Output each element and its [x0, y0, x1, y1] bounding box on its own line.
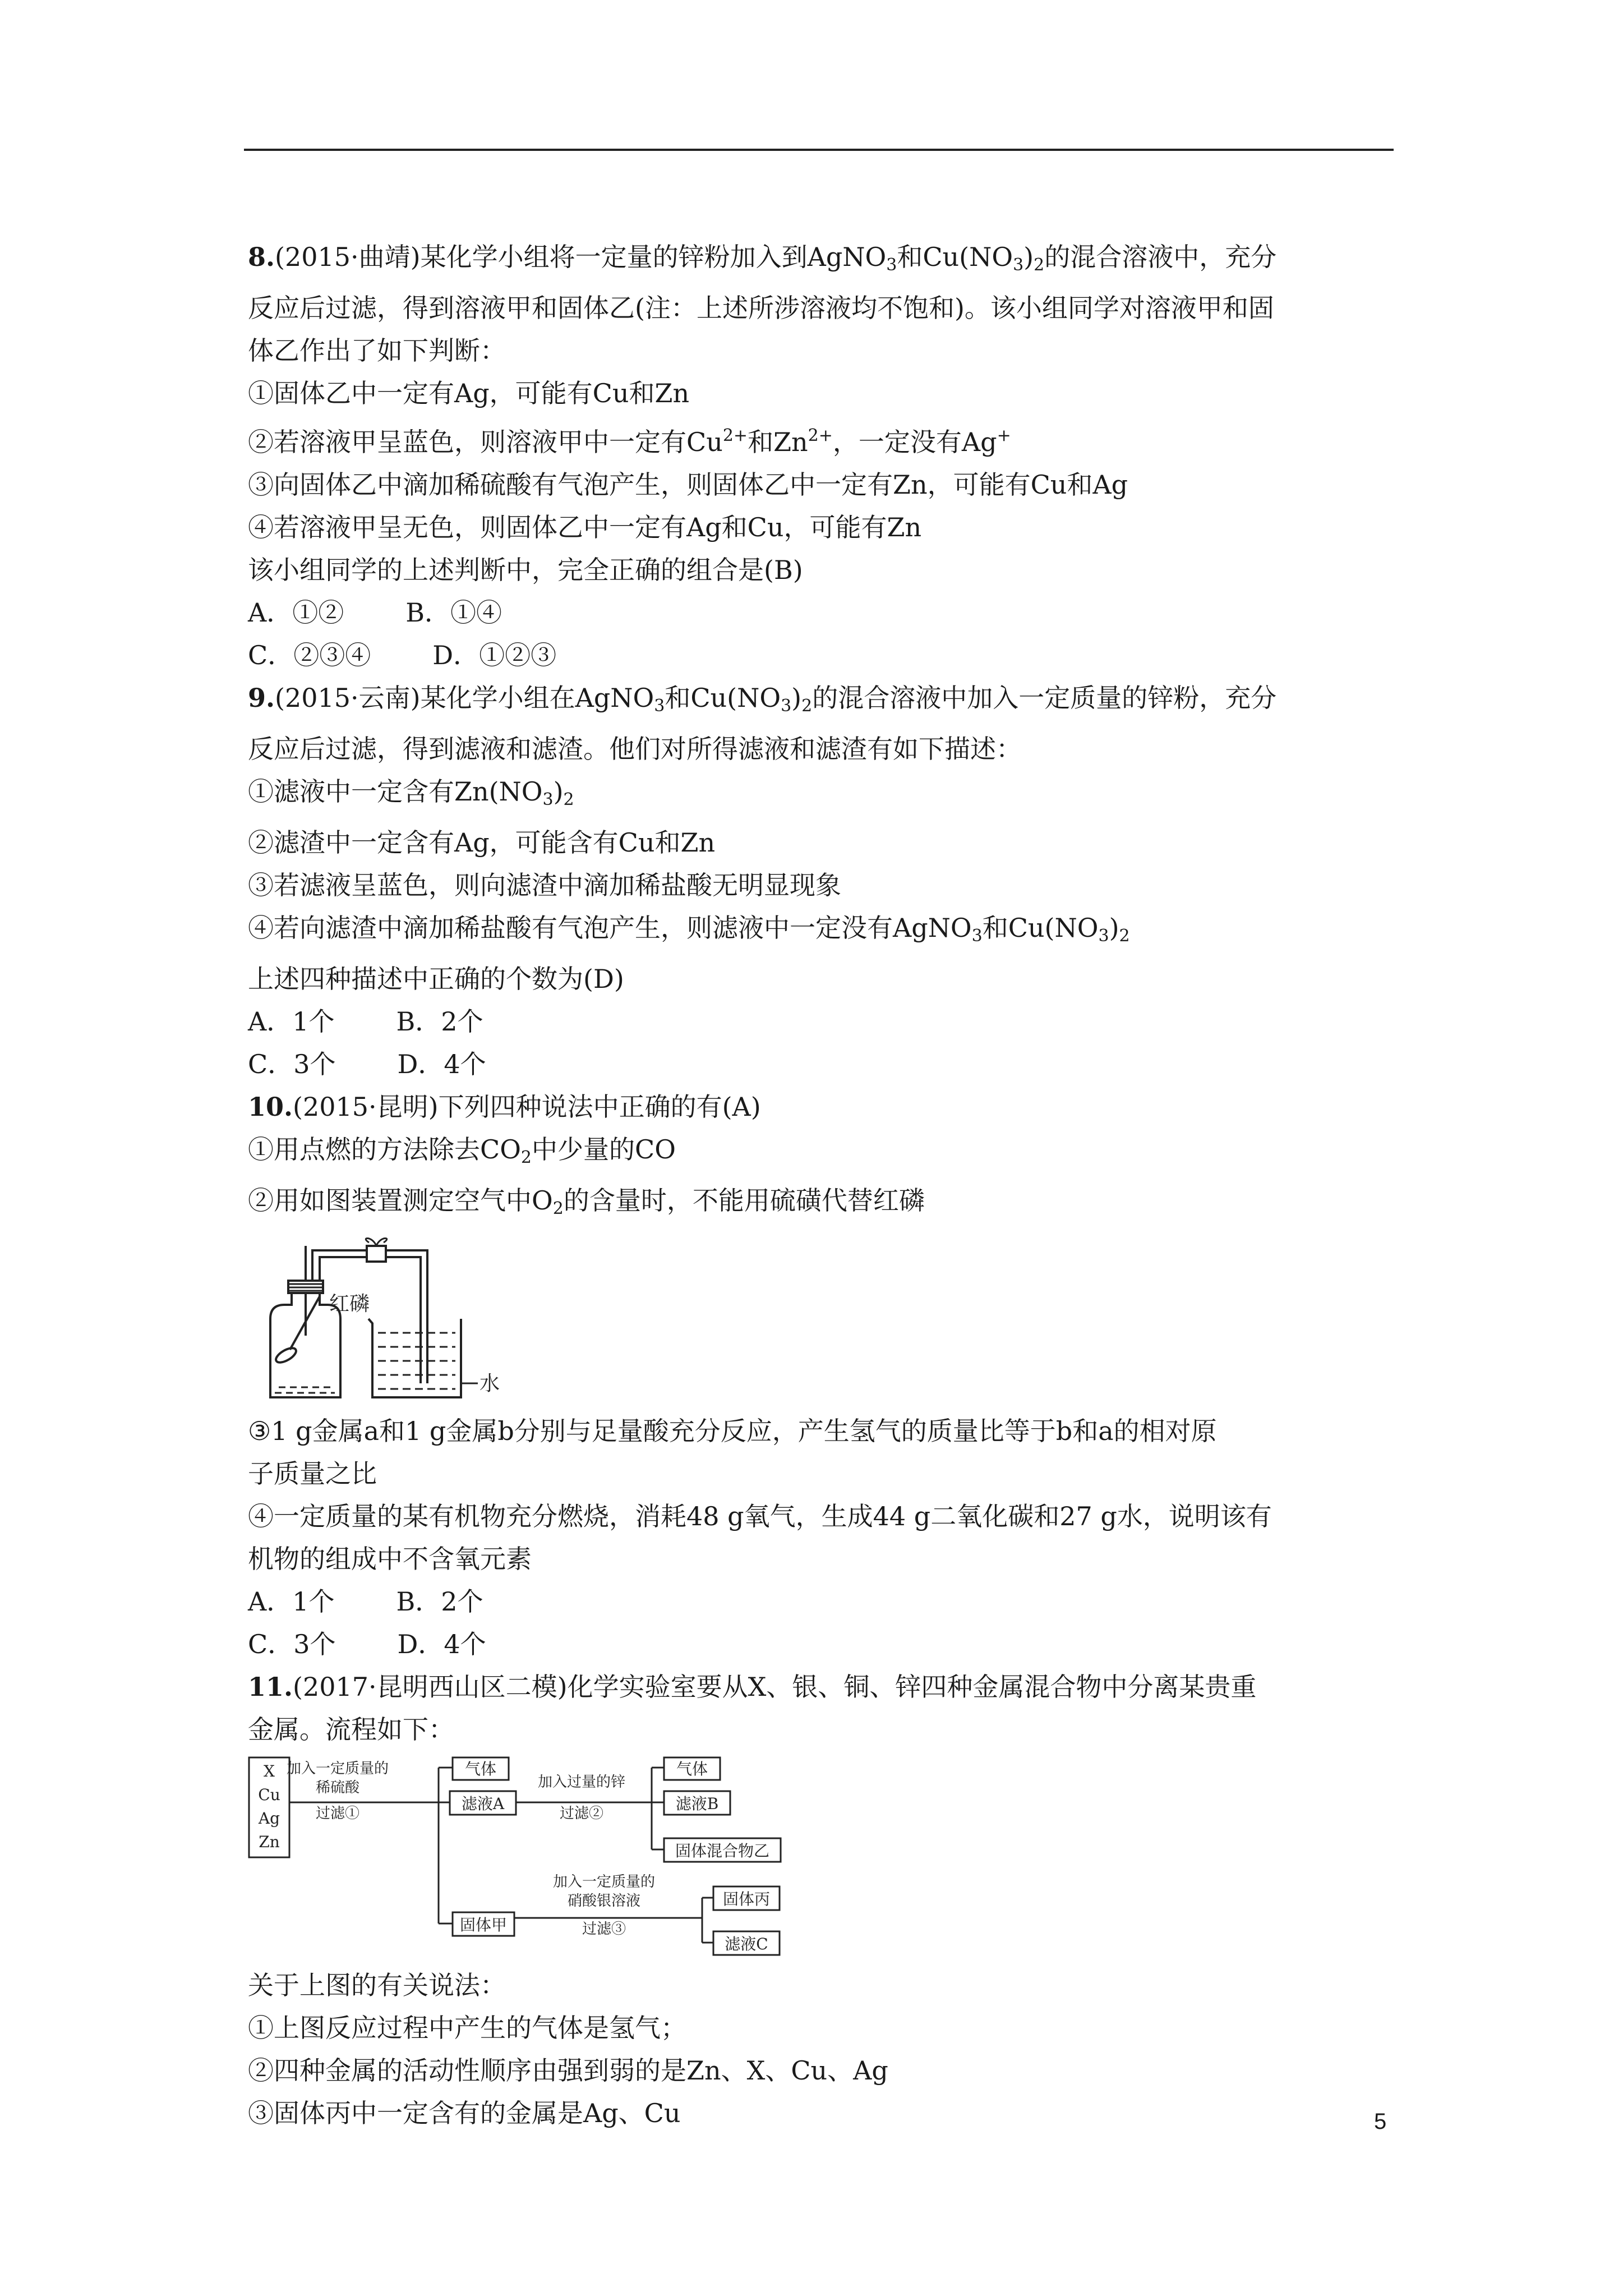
q8-statement-1: ①固体乙中一定有Ag，可能有Cu和Zn — [248, 378, 690, 408]
q8-question: 该小组同学的上述判断中，完全正确的组合是(B) — [248, 555, 803, 585]
q11-statement-1: ①上图反应过程中产生的气体是氢气； — [248, 2013, 686, 2043]
q11-intro: 关于上图的有关说法： — [248, 1970, 506, 2000]
page-content — [248, 236, 1403, 2134]
gas-1: 气体 — [464, 1760, 497, 1778]
filtrate-b: 滤液B — [675, 1795, 719, 1813]
q9-statement-1: ①滤液中一定含有$Zn(NO_3)_2$ — [248, 776, 574, 809]
step3-label-2: 硝酸银溶液 — [567, 1893, 641, 1910]
filtrate-a: 滤液A — [461, 1795, 505, 1813]
metal-zn: Zn — [259, 1833, 280, 1851]
solid-c: 固体丙 — [722, 1890, 771, 1908]
label-water: 水 — [479, 1372, 500, 1395]
q11-statement-2: ②四种金属的活动性顺序由强到弱的是Zn、X、Cu、Ag — [248, 2055, 888, 2086]
q9-question: 上述四种描述中正确的个数为(D) — [248, 964, 624, 994]
q10-options-ab: A．1个 B．2个 — [248, 1586, 483, 1617]
q8-line1: 8.(2015·曲靖)某化学小组将一定量的锌粉加入到AgNO$_3$和$Cu(NO_3)_2$的混合溶液中，充分 — [248, 242, 1277, 275]
q10-statement-3b: 子质量之比 — [248, 1458, 377, 1489]
q11-statement-3: ③固体丙中一定含有的金属是Ag、Cu — [248, 2098, 681, 2128]
step2-label-1: 加入过量的锌 — [537, 1774, 626, 1791]
q9-statement-2: ②滤渣中一定含有Ag，可能含有Cu和Zn — [248, 827, 716, 858]
metal-x: X — [264, 1762, 275, 1780]
label-red-phosphorus: 红磷 — [329, 1292, 370, 1315]
q9-options-cd: C．3个 D．4个 — [248, 1049, 486, 1079]
q10-statement-1: ①用点燃的方法除去$CO_2$中少量的CO — [248, 1134, 676, 1167]
q8-statement-4: ④若溶液甲呈无色，则固体乙中一定有Ag和Cu，可能有Zn — [248, 512, 922, 542]
q8-options-ab: A．①② B．①④ — [248, 597, 502, 628]
q8-line2: 反应后过滤，得到溶液甲和固体乙(注：上述所涉溶液均不饱和)。该小组同学对溶液甲和固 — [248, 293, 1274, 323]
page-number: 5 — [1374, 2109, 1387, 2134]
q10-statement-2: ②用如图装置测定空气中$O_2$的含量时，不能用硫磺代替红磷 — [248, 1185, 925, 1218]
header-rule — [244, 149, 1394, 151]
q9-statement-4: ④若向滤渣中滴加稀盐酸有气泡产生，则滤液中一定没有AgNO$_3$和$Cu(NO_3)_2$ — [248, 913, 1130, 946]
q9-options-ab: A．1个 B．2个 — [248, 1006, 483, 1037]
step1-label-1: 加入一定质量的 — [286, 1760, 389, 1777]
step2-label-2: 过滤② — [559, 1805, 604, 1822]
metal-cu: Cu — [258, 1786, 280, 1804]
q10-options-cd: C．3个 D．4个 — [248, 1629, 486, 1659]
separation-flowchart — [248, 1755, 842, 1957]
apparatus-figure — [248, 1235, 506, 1403]
q11-line1: 11.(2017·昆明西山区二模)化学实验室要从X、银、铜、锌四种金属混合物中分离某贵重 — [248, 1672, 1257, 1702]
q9-line1: 9.(2015·云南)某化学小组在AgNO$_3$和$Cu(NO_3)_2$的混合溶液中加入一定质量的锌粉，充分 — [248, 683, 1277, 716]
q8-line3: 体乙作出了如下判断： — [248, 335, 506, 366]
q9-line2: 反应后过滤，得到滤液和滤渣。他们对所得滤液和滤渣有如下描述： — [248, 734, 1022, 764]
step3-label-3: 过滤③ — [582, 1921, 626, 1938]
solid-a: 固体甲 — [459, 1916, 508, 1934]
q9-statement-3: ③若滤液呈蓝色，则向滤渣中滴加稀盐酸无明显现象 — [248, 870, 841, 900]
q8-options-cd: C．②③④ D．①②③ — [248, 640, 557, 670]
step3-label-1: 加入一定质量的 — [552, 1874, 656, 1890]
filtrate-c: 滤液C — [725, 1935, 768, 1953]
q11-line2: 金属。流程如下： — [248, 1714, 454, 1745]
q8-statement-2: ②若溶液甲呈蓝色，则溶液甲中一定有$Cu^{2+}$和$Zn^{2+}$，一定没有Ag+ — [248, 426, 1011, 457]
gas-2: 气体 — [676, 1760, 708, 1778]
step1-label-3: 过滤① — [315, 1805, 360, 1822]
q8-statement-3: ③向固体乙中滴加稀硫酸有气泡产生，则固体乙中一定有Zn，可能有Cu和Ag — [248, 470, 1128, 500]
q10-statement-4b: 机物的组成中不含氧元素 — [248, 1544, 532, 1574]
step1-label-2: 稀硫酸 — [315, 1779, 360, 1796]
solid-mixture-b: 固体混合物乙 — [675, 1842, 770, 1860]
q10-statement-4a: ④一定质量的某有机物充分燃烧，消耗48 g氧气，生成44 g二氧化碳和27 g水，说明该有 — [248, 1501, 1272, 1531]
q10-line1: 10.(2015·昆明)下列四种说法中正确的有(A) — [248, 1092, 761, 1122]
q10-statement-3a: ③1 g金属a和1 g金属b分别与足量酸充分反应，产生氢气的质量比等于b和a的相对原 — [248, 1416, 1217, 1446]
metal-ag: Ag — [258, 1809, 280, 1828]
